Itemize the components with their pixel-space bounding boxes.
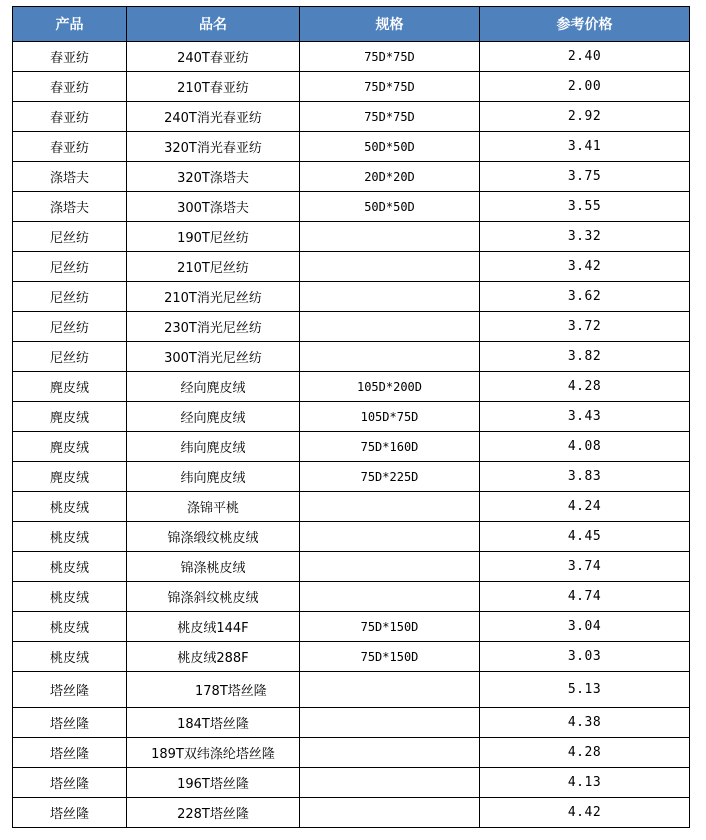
table-row — [13, 798, 690, 828]
cell-price: 2.92 — [480, 102, 690, 132]
cell-spec — [300, 492, 480, 522]
table-row — [13, 132, 690, 162]
cell-product: 春亚纺 — [13, 42, 127, 72]
cell-price: 3.62 — [480, 282, 690, 312]
table-row — [13, 672, 690, 708]
cell-spec — [300, 672, 480, 708]
cell-price: 3.41 — [480, 132, 690, 162]
cell-product: 尼丝纺 — [13, 222, 127, 252]
header-name: 品名 — [127, 7, 300, 42]
cell-spec — [300, 342, 480, 372]
cell-spec: 75D*75D — [300, 72, 480, 102]
cell-price: 3.82 — [480, 342, 690, 372]
table-row — [13, 642, 690, 672]
cell-spec: 20D*20D — [300, 162, 480, 192]
cell-spec: 50D*50D — [300, 192, 480, 222]
table-row — [13, 708, 690, 738]
cell-price: 2.00 — [480, 72, 690, 102]
cell-product: 塔丝隆 — [13, 768, 127, 798]
cell-product: 春亚纺 — [13, 132, 127, 162]
cell-product: 麂皮绒 — [13, 462, 127, 492]
cell-product: 春亚纺 — [13, 72, 127, 102]
cell-name: 300T涤塔夫 — [127, 192, 300, 222]
cell-product: 尼丝纺 — [13, 282, 127, 312]
table-row — [13, 192, 690, 222]
price-table-container — [12, 6, 690, 828]
cell-product: 桃皮绒 — [13, 612, 127, 642]
cell-name: 纬向麂皮绒 — [127, 432, 300, 462]
cell-name: 经向麂皮绒 — [127, 372, 300, 402]
cell-product: 桃皮绒 — [13, 492, 127, 522]
cell-spec: 75D*150D — [300, 642, 480, 672]
cell-spec — [300, 552, 480, 582]
cell-spec — [300, 312, 480, 342]
cell-price: 3.75 — [480, 162, 690, 192]
price-table — [12, 6, 690, 828]
cell-name: 经向麂皮绒 — [127, 402, 300, 432]
cell-product: 桃皮绒 — [13, 522, 127, 552]
cell-price: 4.74 — [480, 582, 690, 612]
cell-name: 196T塔丝隆 — [127, 768, 300, 798]
cell-spec — [300, 708, 480, 738]
cell-spec — [300, 522, 480, 552]
table-row — [13, 402, 690, 432]
cell-spec: 75D*75D — [300, 102, 480, 132]
cell-product: 塔丝隆 — [13, 708, 127, 738]
cell-name: 锦涤桃皮绒 — [127, 552, 300, 582]
table-row — [13, 72, 690, 102]
cell-name: 210T尼丝纺 — [127, 252, 300, 282]
cell-price: 4.28 — [480, 372, 690, 402]
cell-price: 4.38 — [480, 708, 690, 738]
cell-product: 麂皮绒 — [13, 402, 127, 432]
cell-price: 3.04 — [480, 612, 690, 642]
table-row — [13, 552, 690, 582]
cell-product: 尼丝纺 — [13, 252, 127, 282]
cell-spec — [300, 282, 480, 312]
table-row — [13, 162, 690, 192]
cell-price: 3.55 — [480, 192, 690, 222]
cell-spec: 75D*160D — [300, 432, 480, 462]
cell-product: 桃皮绒 — [13, 582, 127, 612]
table-row — [13, 738, 690, 768]
table-row — [13, 342, 690, 372]
cell-name: 锦涤缎纹桃皮绒 — [127, 522, 300, 552]
cell-price: 4.28 — [480, 738, 690, 768]
cell-spec: 105D*75D — [300, 402, 480, 432]
cell-spec — [300, 582, 480, 612]
table-row — [13, 102, 690, 132]
cell-price: 3.42 — [480, 252, 690, 282]
cell-name: 320T涤塔夫 — [127, 162, 300, 192]
table-row — [13, 42, 690, 72]
cell-spec — [300, 798, 480, 828]
cell-price: 3.74 — [480, 552, 690, 582]
cell-price: 3.32 — [480, 222, 690, 252]
table-row — [13, 522, 690, 552]
table-row — [13, 282, 690, 312]
cell-price: 4.13 — [480, 768, 690, 798]
cell-name: 228T塔丝隆 — [127, 798, 300, 828]
cell-name: 纬向麂皮绒 — [127, 462, 300, 492]
cell-product: 涤塔夫 — [13, 162, 127, 192]
cell-product: 春亚纺 — [13, 102, 127, 132]
cell-name: 189T双纬涤纶塔丝隆 — [127, 738, 300, 768]
table-body — [13, 42, 690, 828]
cell-name: 240T春亚纺 — [127, 42, 300, 72]
cell-name: 230T消光尼丝纺 — [127, 312, 300, 342]
cell-name: 190T尼丝纺 — [127, 222, 300, 252]
cell-name: 210T春亚纺 — [127, 72, 300, 102]
cell-product: 塔丝隆 — [13, 672, 127, 708]
table-row — [13, 222, 690, 252]
cell-price: 3.03 — [480, 642, 690, 672]
cell-product: 塔丝隆 — [13, 738, 127, 768]
cell-product: 尼丝纺 — [13, 342, 127, 372]
cell-price: 3.83 — [480, 462, 690, 492]
table-row — [13, 312, 690, 342]
cell-product: 涤塔夫 — [13, 192, 127, 222]
table-row — [13, 612, 690, 642]
cell-name: 178T塔丝隆 — [127, 672, 300, 708]
cell-price: 5.13 — [480, 672, 690, 708]
cell-product: 麂皮绒 — [13, 432, 127, 462]
header-price: 参考价格 — [480, 7, 690, 42]
cell-spec: 75D*75D — [300, 42, 480, 72]
cell-price: 4.45 — [480, 522, 690, 552]
cell-name: 涤锦平桃 — [127, 492, 300, 522]
cell-spec: 75D*150D — [300, 612, 480, 642]
header-product: 产品 — [13, 7, 127, 42]
cell-name: 184T塔丝隆 — [127, 708, 300, 738]
table-row — [13, 582, 690, 612]
table-row — [13, 372, 690, 402]
cell-price: 4.08 — [480, 432, 690, 462]
cell-name: 300T消光尼丝纺 — [127, 342, 300, 372]
cell-name: 桃皮绒288F — [127, 642, 300, 672]
table-header-row — [13, 7, 690, 42]
cell-spec — [300, 252, 480, 282]
cell-spec: 105D*200D — [300, 372, 480, 402]
cell-spec: 75D*225D — [300, 462, 480, 492]
cell-product: 塔丝隆 — [13, 798, 127, 828]
cell-spec — [300, 768, 480, 798]
table-row — [13, 432, 690, 462]
cell-price: 3.43 — [480, 402, 690, 432]
cell-name: 桃皮绒144F — [127, 612, 300, 642]
cell-name: 240T消光春亚纺 — [127, 102, 300, 132]
table-row — [13, 462, 690, 492]
table-row — [13, 492, 690, 522]
header-spec: 规格 — [300, 7, 480, 42]
cell-product: 尼丝纺 — [13, 312, 127, 342]
cell-product: 麂皮绒 — [13, 372, 127, 402]
cell-name: 320T消光春亚纺 — [127, 132, 300, 162]
cell-spec — [300, 222, 480, 252]
cell-spec — [300, 738, 480, 768]
cell-name: 210T消光尼丝纺 — [127, 282, 300, 312]
cell-spec: 50D*50D — [300, 132, 480, 162]
cell-product: 桃皮绒 — [13, 552, 127, 582]
cell-name: 锦涤斜纹桃皮绒 — [127, 582, 300, 612]
table-row — [13, 768, 690, 798]
cell-price: 3.72 — [480, 312, 690, 342]
cell-price: 2.40 — [480, 42, 690, 72]
cell-price: 4.24 — [480, 492, 690, 522]
cell-product: 桃皮绒 — [13, 642, 127, 672]
table-row — [13, 252, 690, 282]
cell-price: 4.42 — [480, 798, 690, 828]
